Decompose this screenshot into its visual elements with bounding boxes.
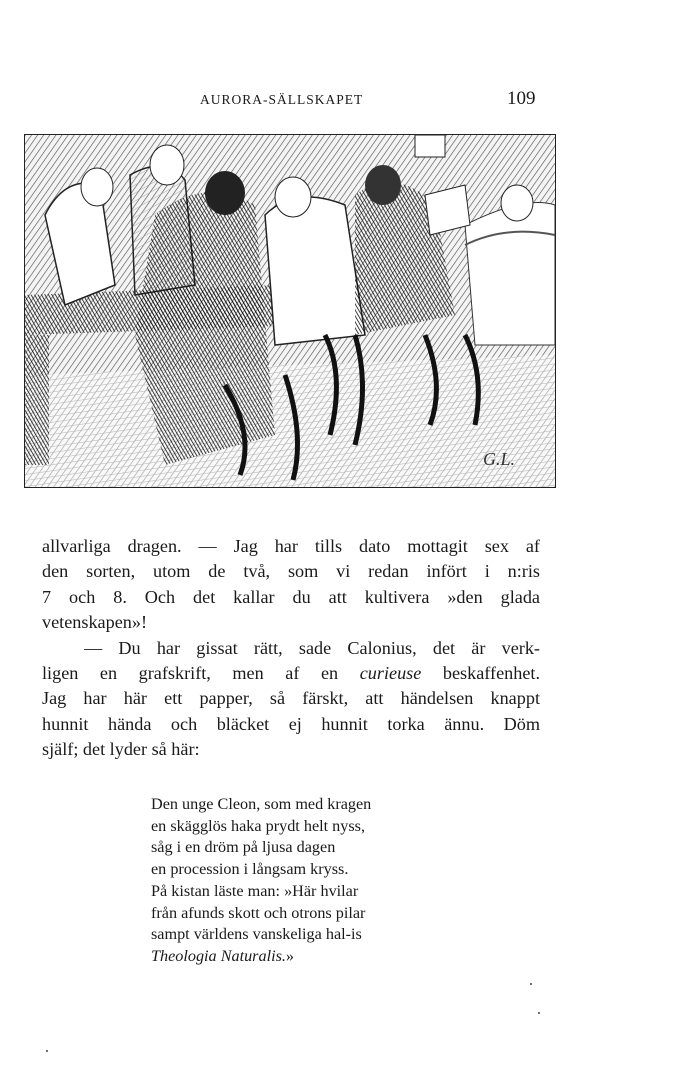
- wall-frame: [415, 135, 445, 157]
- paper-speck: [46, 1050, 48, 1052]
- body-line-2: den sorten, utom de två, som vi redan infört i n:ris: [42, 561, 540, 582]
- poem-epitaph: [151, 794, 371, 968]
- poem-line-8: [151, 946, 371, 968]
- body-line-5: — Du har gissat rätt, sade Calonius, det är verk-: [84, 637, 540, 658]
- body-line-8: hunnit hända och bläcket ej hunnit torka ännu. Döm: [42, 713, 540, 734]
- body-line-6-start: ligen en grafskrift, men af en: [42, 662, 339, 683]
- poem-italic-title: Theologia Naturalis.: [151, 946, 286, 965]
- body-line-4: vetenskapen»!: [42, 612, 148, 633]
- page-number: 109: [507, 88, 536, 109]
- body-line-6-end: beskaffenhet.: [442, 662, 541, 683]
- curieuse-italic: curieuse: [359, 662, 422, 683]
- poem-line-2: en skägglös haka prydt helt nyss,: [151, 816, 366, 835]
- sleeper-head: [501, 185, 533, 221]
- body-line-1: allvarliga dragen. — Jag har tills dato mottagit sex af: [42, 536, 540, 556]
- engraving-illustration: [24, 134, 556, 488]
- poem-closing-quote: »: [285, 946, 295, 965]
- poem-line-3: såg i en dröm på ljusa dagen: [151, 838, 336, 857]
- running-title: AURORA-SÄLLSKAPET: [200, 92, 364, 107]
- body-text: [42, 534, 540, 763]
- body-line-7: Jag har här ett papper, så färskt, att händelsen knappt: [42, 688, 540, 709]
- poem-line-5: På kistan läste man: »Här hvilar: [151, 881, 359, 900]
- body-line-3: 7 och 8. Och det kallar du att kultivera »den glada: [42, 586, 540, 607]
- poem-line-6: från afunds skott och otrons pilar: [151, 903, 366, 922]
- bed-shape: [465, 203, 555, 346]
- body-line-6: [42, 661, 540, 686]
- paper-speck: [530, 983, 532, 985]
- paper-speck: [538, 1012, 540, 1014]
- figure-dark-coat: [135, 192, 275, 465]
- poem-line-7: sampt världens vanskeliga hal-is: [151, 925, 362, 944]
- poem-line-1: Den unge Cleon, som med kragen: [151, 795, 372, 813]
- body-line-9: själf; det lyder så här:: [42, 739, 200, 760]
- artist-signature: G.L.: [483, 449, 516, 469]
- poem-line-4: en procession i långsam kryss.: [151, 860, 349, 879]
